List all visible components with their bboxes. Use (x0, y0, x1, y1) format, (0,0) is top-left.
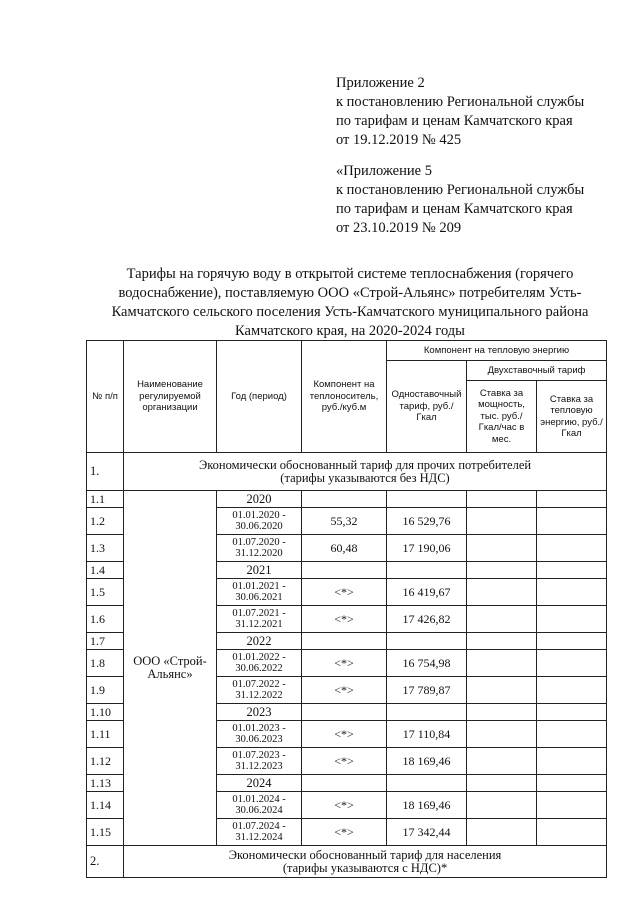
row-capacity-rate (467, 606, 537, 633)
row-number: 1.9 (87, 677, 124, 704)
appendix-5-header (336, 162, 584, 238)
row-capacity-rate (467, 677, 537, 704)
row-carrier-component (302, 562, 387, 579)
row-period: 01.07.2024 - 31.12.2024 (217, 819, 302, 846)
organization-name: ООО «Строй-Альянс» (124, 491, 217, 846)
row-single-rate-tariff: 17 789,87 (387, 677, 467, 704)
header-carrier: Компонент на теплоноситель, руб./куб.м (302, 341, 387, 453)
row-energy-rate (537, 633, 607, 650)
row-period: 01.07.2020 - 31.12.2020 (217, 535, 302, 562)
row-single-rate-tariff: 16 754,98 (387, 650, 467, 677)
row-capacity-rate (467, 508, 537, 535)
row-capacity-rate (467, 748, 537, 775)
section-title-line: Экономически обоснованный тариф для прочих потребителей (198, 457, 532, 472)
row-capacity-rate (467, 579, 537, 606)
section-title-line: (тарифы указываются без НДС) (280, 470, 450, 485)
row-capacity-rate (467, 491, 537, 508)
row-number: 1.2 (87, 508, 124, 535)
appendix-line: по тарифам и ценам Камчатского края (336, 113, 573, 129)
row-carrier-component: <*> (302, 792, 387, 819)
row-number: 1.6 (87, 606, 124, 633)
header-two-rate: Двухставочный тариф (467, 361, 607, 381)
appendix-line: от 19.12.2019 № 425 (336, 132, 462, 148)
row-carrier-component (302, 704, 387, 721)
row-carrier-component: 55,32 (302, 508, 387, 535)
row-energy-rate (537, 704, 607, 721)
row-capacity-rate (467, 562, 537, 579)
row-single-rate-tariff: 17 426,82 (387, 606, 467, 633)
row-energy-rate (537, 491, 607, 508)
row-energy-rate (537, 535, 607, 562)
row-carrier-component: <*> (302, 579, 387, 606)
appendix-2-header (336, 74, 584, 150)
row-capacity-rate (467, 535, 537, 562)
row-carrier-component: <*> (302, 650, 387, 677)
row-carrier-component (302, 491, 387, 508)
row-period: 01.07.2023 - 31.12.2023 (217, 748, 302, 775)
row-energy-rate (537, 775, 607, 792)
row-single-rate-tariff: 18 169,46 (387, 792, 467, 819)
row-carrier-component: <*> (302, 721, 387, 748)
header-capacity-rate: Ставка за мощность, тыс. руб./Гкал/час в мес. (467, 381, 537, 453)
row-period: 2022 (217, 633, 302, 650)
section-title (124, 846, 607, 878)
row-number: 1.13 (87, 775, 124, 792)
row-single-rate-tariff: 18 169,46 (387, 748, 467, 775)
row-single-rate-tariff: 17 342,44 (387, 819, 467, 846)
row-period: 2024 (217, 775, 302, 792)
row-period: 01.01.2024 - 30.06.2024 (217, 792, 302, 819)
appendix-line: к постановлению Региональной службы (336, 94, 585, 110)
row-capacity-rate (467, 633, 537, 650)
row-capacity-rate (467, 721, 537, 748)
row-number: 1.15 (87, 819, 124, 846)
appendix-line: Приложение 2 (336, 75, 425, 91)
title-line: Камчатского сельского поселения Усть-Камчатского муниципального района (111, 304, 589, 320)
header-org: Наименование регулируемой организации (124, 341, 217, 453)
row-number: 1.14 (87, 792, 124, 819)
row-single-rate-tariff (387, 562, 467, 579)
row-carrier-component: <*> (302, 606, 387, 633)
row-single-rate-tariff: 17 190,06 (387, 535, 467, 562)
row-single-rate-tariff: 17 110,84 (387, 721, 467, 748)
section-1-row (87, 453, 607, 491)
header-num: № п/п (87, 341, 124, 453)
appendix-line: к постановлению Региональной службы (336, 182, 585, 198)
row-number: 1.11 (87, 721, 124, 748)
section-2-row (87, 846, 607, 878)
row-period: 01.01.2021 - 30.06.2021 (217, 579, 302, 606)
row-energy-rate (537, 819, 607, 846)
row-energy-rate (537, 562, 607, 579)
row-carrier-component (302, 633, 387, 650)
row-single-rate-tariff (387, 704, 467, 721)
row-energy-rate (537, 677, 607, 704)
row-carrier-component: <*> (302, 748, 387, 775)
title-line: Тарифы на горячую воду в открытой системе теплоснабжения (горячего (126, 266, 574, 282)
row-carrier-component: <*> (302, 677, 387, 704)
header-energy: Компонент на тепловую энергию (387, 341, 607, 361)
row-energy-rate (537, 579, 607, 606)
header-period: Год (период) (217, 341, 302, 453)
row-number: 1.10 (87, 704, 124, 721)
row-number: 1.1 (87, 491, 124, 508)
row-single-rate-tariff (387, 633, 467, 650)
section-title-line: (тарифы указываются с НДС)* (282, 860, 448, 875)
title-line: Камчатского края, на 2020-2024 годы (235, 323, 465, 339)
section-number: 2. (87, 846, 124, 878)
row-single-rate-tariff (387, 491, 467, 508)
section-title (124, 453, 607, 491)
row-capacity-rate (467, 792, 537, 819)
appendix-line: от 23.10.2019 № 209 (336, 220, 462, 236)
row-single-rate-tariff (387, 775, 467, 792)
row-energy-rate (537, 606, 607, 633)
row-energy-rate (537, 721, 607, 748)
row-energy-rate (537, 508, 607, 535)
document-title (80, 265, 620, 341)
row-number: 1.5 (87, 579, 124, 606)
row-period: 01.07.2022 - 31.12.2022 (217, 677, 302, 704)
row-number: 1.8 (87, 650, 124, 677)
row-number: 1.4 (87, 562, 124, 579)
section-number: 1. (87, 453, 124, 491)
row-capacity-rate (467, 819, 537, 846)
appendix-line: по тарифам и ценам Камчатского края (336, 201, 573, 217)
row-period: 2020 (217, 491, 302, 508)
row-number: 1.3 (87, 535, 124, 562)
header-energy-rate: Ставка за тепловую энергию, руб./Гкал (537, 381, 607, 453)
header-single-rate: Одноставочный тариф, руб./Гкал (387, 361, 467, 453)
row-period: 01.07.2021 - 31.12.2021 (217, 606, 302, 633)
row-carrier-component: 60,48 (302, 535, 387, 562)
table-row (87, 491, 607, 508)
row-capacity-rate (467, 704, 537, 721)
row-period: 01.01.2022 - 30.06.2022 (217, 650, 302, 677)
row-energy-rate (537, 748, 607, 775)
tariff-table (86, 340, 607, 878)
row-energy-rate (537, 792, 607, 819)
row-capacity-rate (467, 775, 537, 792)
section-title-line: Экономически обоснованный тариф для населения (228, 847, 502, 862)
row-carrier-component (302, 775, 387, 792)
row-period: 01.01.2023 - 30.06.2023 (217, 721, 302, 748)
row-capacity-rate (467, 650, 537, 677)
row-period: 01.01.2020 - 30.06.2020 (217, 508, 302, 535)
row-single-rate-tariff: 16 419,67 (387, 579, 467, 606)
row-carrier-component: <*> (302, 819, 387, 846)
appendix-line: «Приложение 5 (336, 163, 432, 179)
title-line: водоснабжение), поставляемую ООО «Строй-Альянс» потребителям Усть- (118, 285, 582, 301)
row-period: 2021 (217, 562, 302, 579)
row-single-rate-tariff: 16 529,76 (387, 508, 467, 535)
row-period: 2023 (217, 704, 302, 721)
row-energy-rate (537, 650, 607, 677)
row-number: 1.12 (87, 748, 124, 775)
row-number: 1.7 (87, 633, 124, 650)
